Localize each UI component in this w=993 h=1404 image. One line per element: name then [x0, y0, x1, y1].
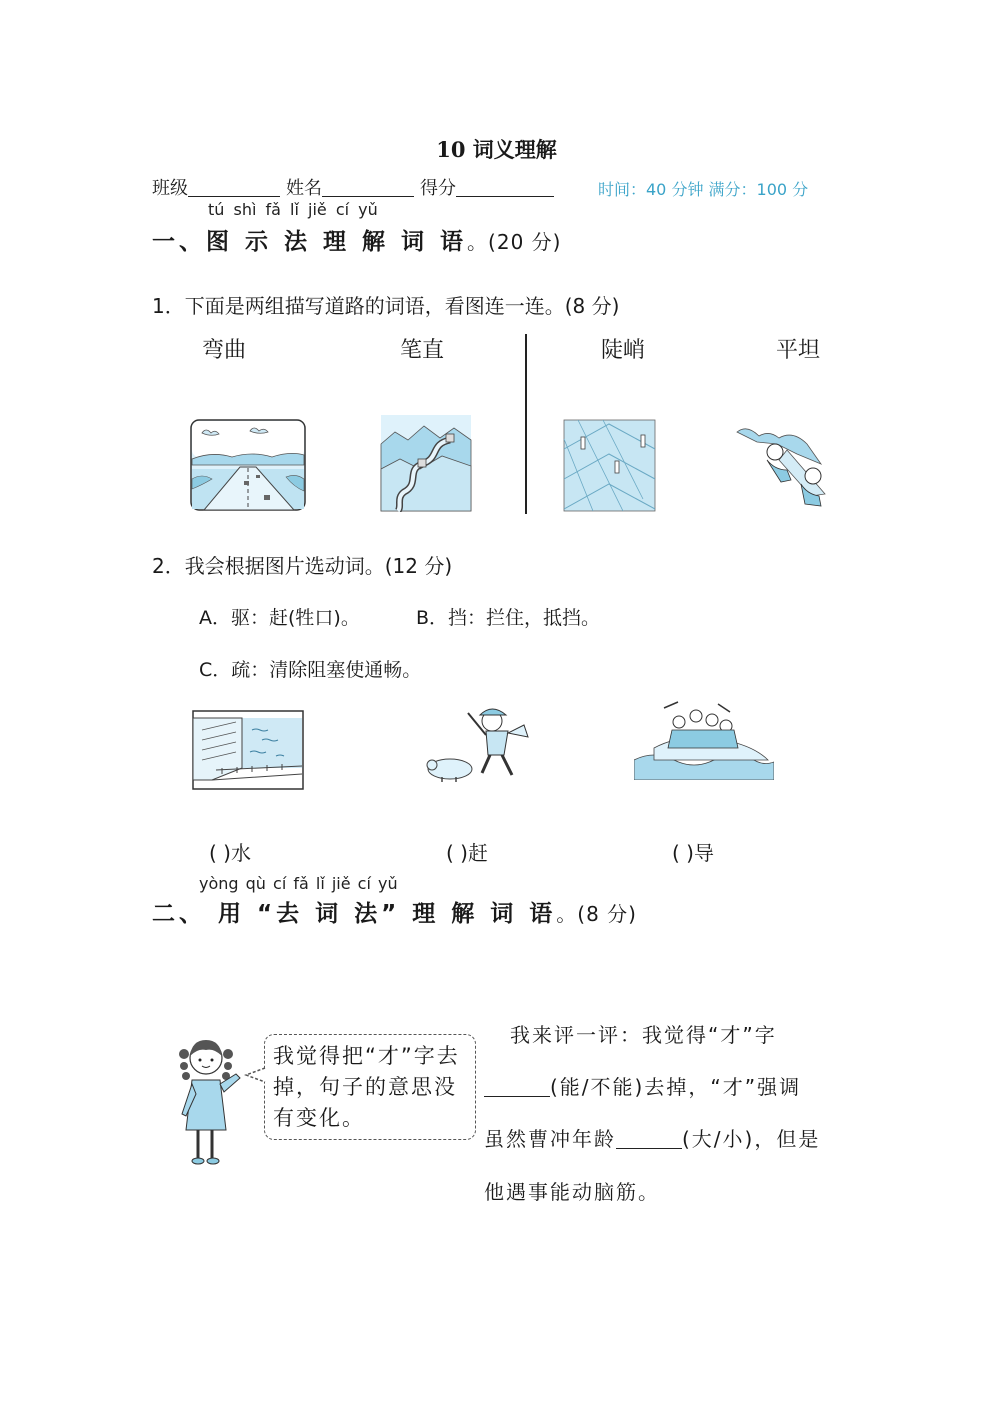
section1-heading-text: 一、图 示 法 理 解 词 语 — [152, 229, 468, 255]
can-cannot-blank[interactable] — [484, 1076, 550, 1097]
blank-gan[interactable]: ( )赶 — [446, 841, 488, 865]
eval-line-3-pre: 虽然曹冲年龄 — [484, 1127, 616, 1151]
section1-points: 。(20 分) — [467, 230, 562, 254]
section2-points: 。(8 分) — [556, 902, 637, 926]
option-a: A．驱：赶(牲口)。 — [199, 607, 360, 629]
flood-control-picture[interactable] — [634, 700, 774, 780]
option-b: B．挡：拦住，抵挡。 — [416, 607, 601, 629]
section2-heading — [152, 895, 637, 928]
word-douqiao[interactable]: 陡峭 — [601, 338, 646, 363]
dam-picture[interactable] — [192, 710, 304, 790]
eval-line-2 — [484, 1071, 844, 1100]
student-info-line — [152, 174, 560, 200]
girl-illustration — [176, 1034, 246, 1170]
name-blank[interactable] — [322, 178, 414, 197]
question-1: 1．下面是两组描写道路的词语，看图连一连。(8 分) — [152, 294, 620, 318]
winding-wall-picture[interactable] — [380, 414, 472, 512]
section2-heading-text: 二、 用 “去 词 法” 理 解 词 语 — [152, 901, 557, 927]
eval-line-2-text: (能/不能)去掉，“才”强调 — [550, 1075, 802, 1099]
score-blank[interactable] — [456, 178, 554, 197]
eval-line-1: 我来评一评：我觉得“才”字 — [510, 1023, 777, 1047]
group-divider — [525, 334, 527, 514]
section2-pinyin: yòng qù cí fǎ lǐ jiě cí yǔ — [199, 874, 398, 893]
blank-shui[interactable]: ( )水 — [209, 841, 251, 865]
chasing-pig-picture[interactable] — [420, 703, 532, 783]
section1-heading — [152, 223, 561, 256]
word-pingtan[interactable]: 平坦 — [776, 338, 821, 363]
option-c: C．疏：清除阻塞使通畅。 — [199, 659, 422, 681]
class-blank[interactable] — [188, 178, 280, 197]
bubble-text: 我觉得把“才”字去掉，句子的意思没有变化。 — [273, 1044, 460, 1130]
section1-pinyin: tú shì fǎ lǐ jiě cí yǔ — [208, 200, 378, 219]
age-blank[interactable] — [616, 1128, 682, 1149]
score-label: 得分 — [420, 178, 456, 199]
word-bizhi[interactable]: 笔直 — [400, 338, 445, 363]
page-title: 10 词义理解 — [436, 137, 557, 162]
eval-line-3 — [484, 1123, 844, 1152]
time-info: 时间：40 分钟 满分：100 分 — [598, 180, 809, 199]
blank-dao[interactable]: ( )导 — [672, 841, 714, 865]
steep-cliff-picture[interactable] — [727, 424, 831, 510]
highway-picture[interactable] — [190, 419, 306, 511]
name-label: 姓名 — [286, 178, 322, 199]
bubble-tail — [244, 1066, 266, 1084]
class-label: 班级 — [152, 178, 188, 199]
eval-line-4: 他遇事能动脑筋。 — [484, 1180, 660, 1204]
eval-line-3-opt: (大/小)，但是 — [682, 1127, 821, 1151]
word-wanqu[interactable]: 弯曲 — [202, 338, 247, 363]
question-2: 2．我会根据图片选动词。(12 分) — [152, 554, 453, 578]
flat-square-picture[interactable] — [563, 419, 656, 512]
